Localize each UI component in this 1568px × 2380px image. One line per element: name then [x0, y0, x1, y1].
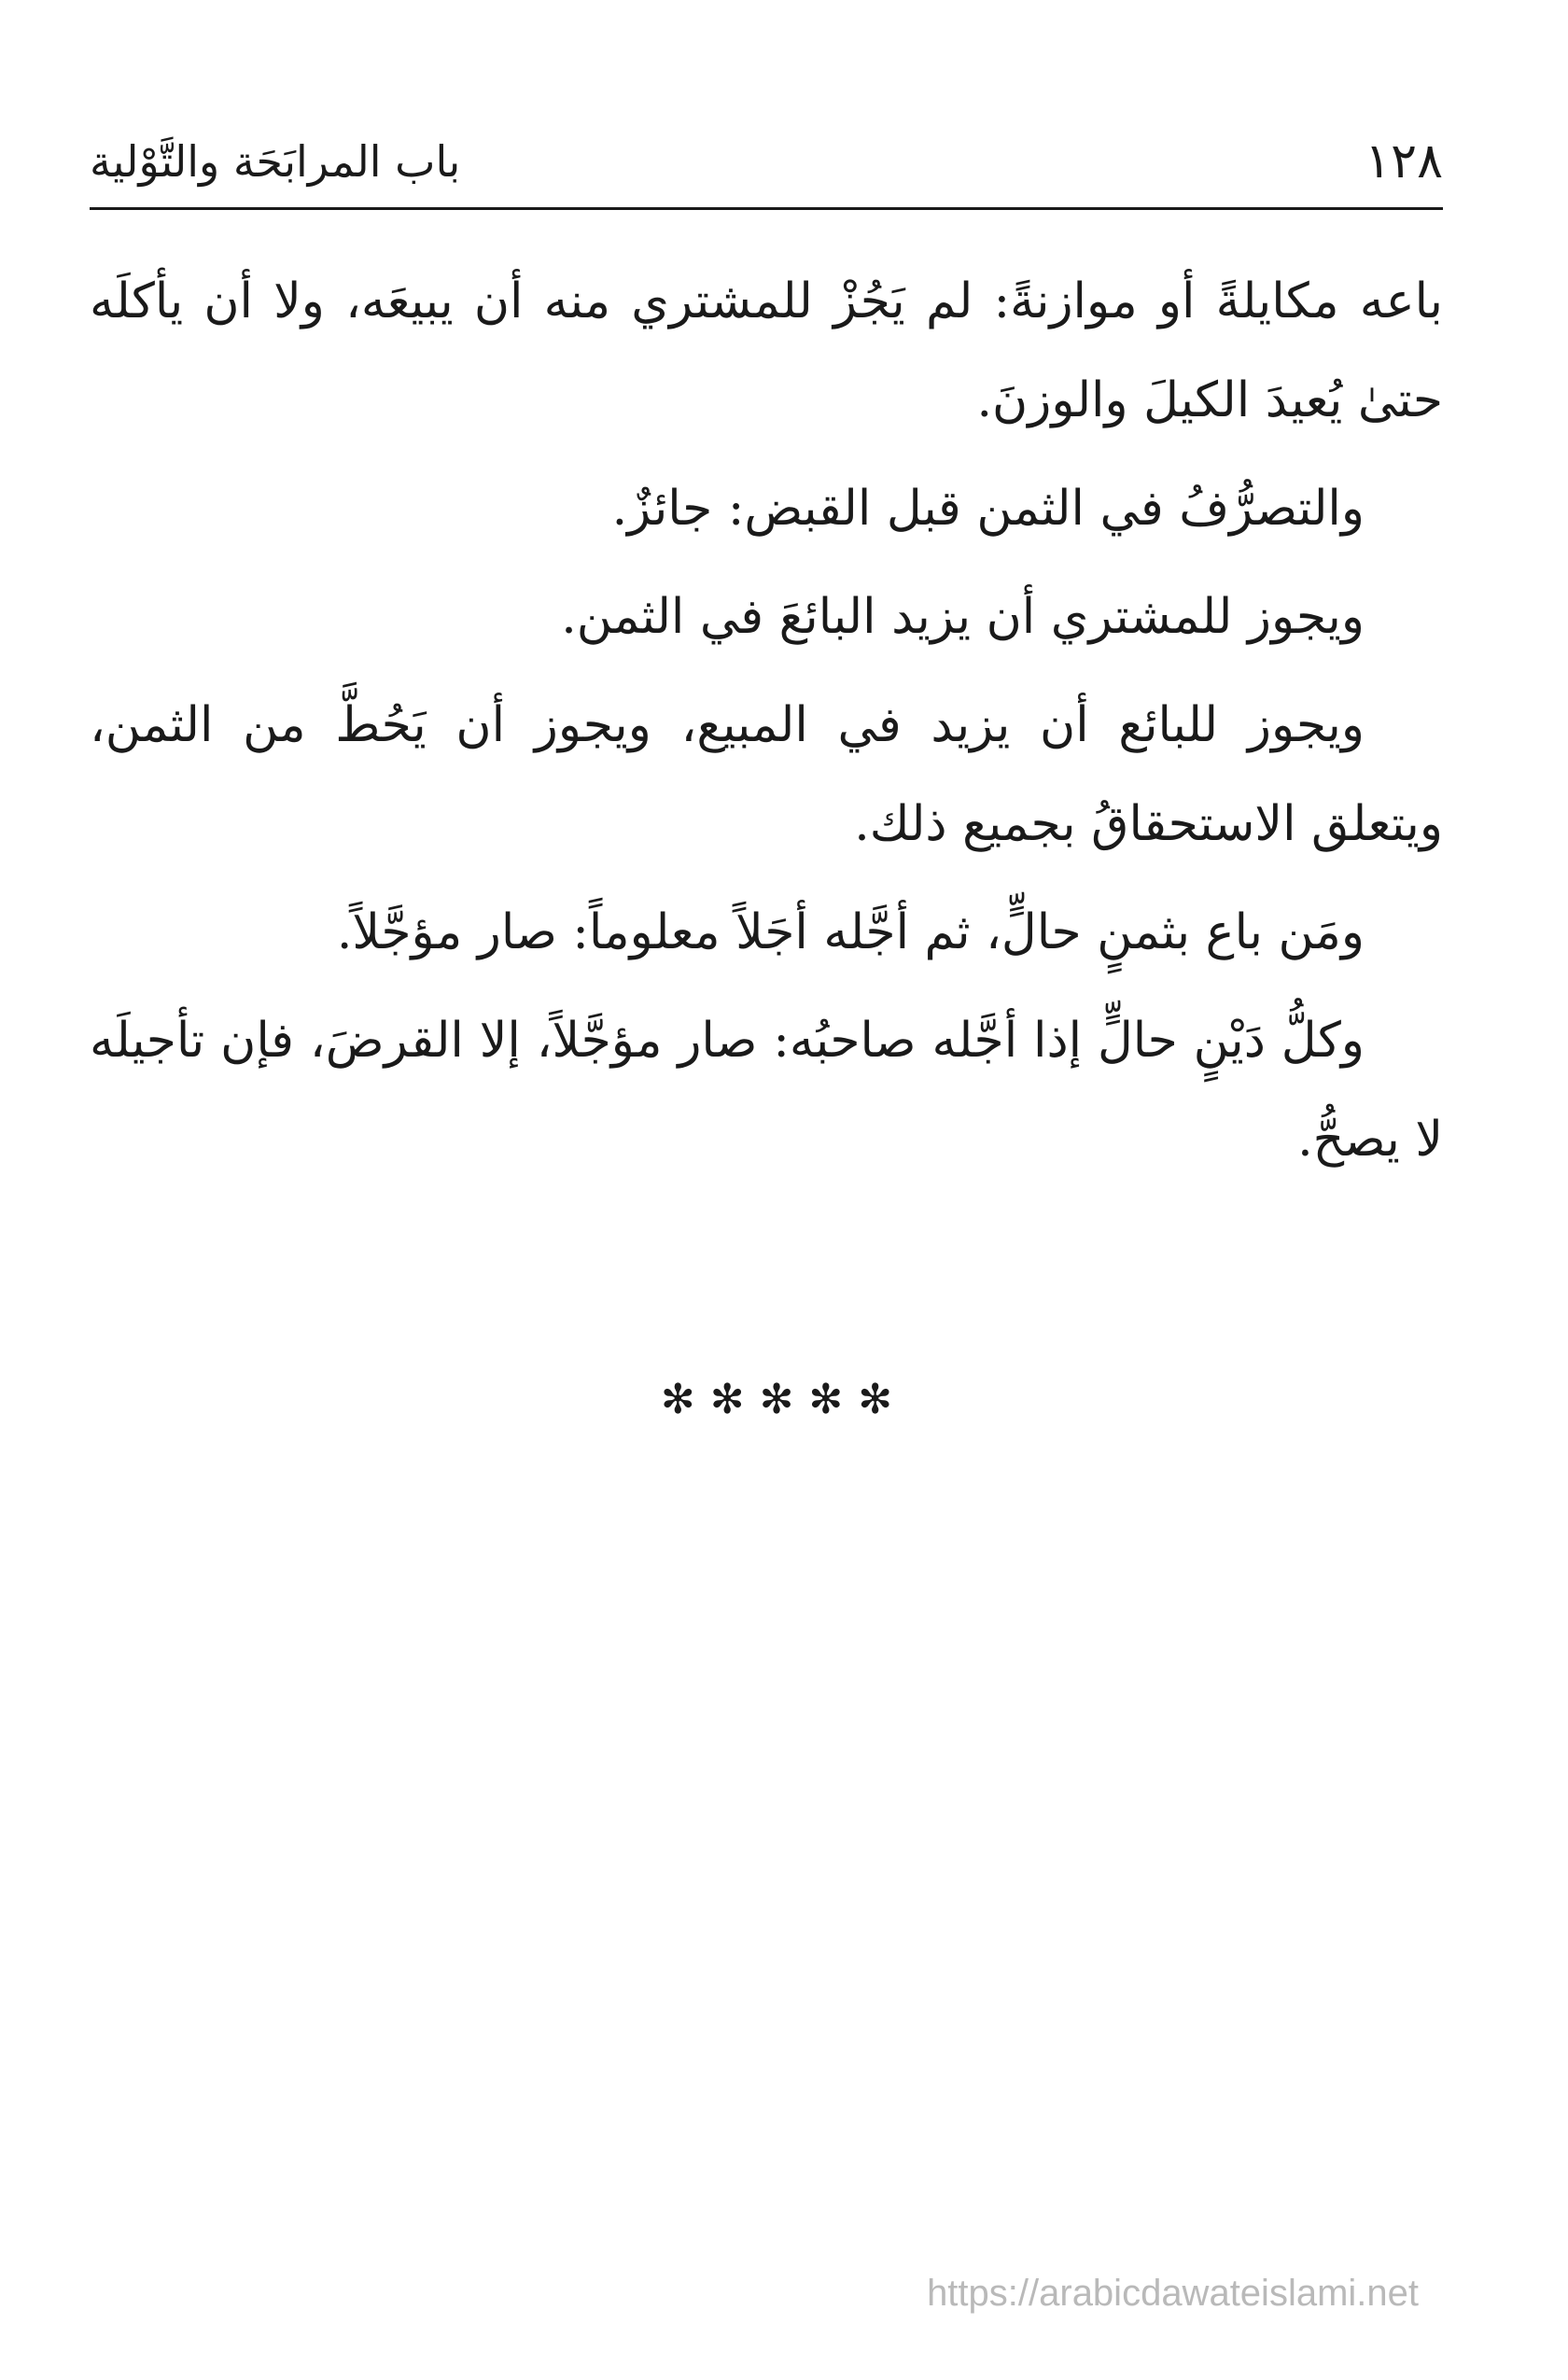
- paragraph-2: والتصرُّفُ في الثمن قبل القبض: جائزٌ.: [611, 481, 1365, 537]
- paragraph-1: باعه مكايلةً أو موازنةً: لم يَجُزْ للمشتري منه أن يبيعَه، ولا أن يأكلَه حتىٰ يُعيدَ الكيلَ والوزنَ.: [90, 273, 1443, 428]
- header-rule: [90, 207, 1443, 210]
- page-number: ١٢٨: [1365, 133, 1443, 189]
- running-title: باب المرابَحَة والتَّوْلية: [90, 136, 461, 187]
- body-text: [90, 252, 1443, 1198]
- watermark-url: https://arabicdawateislami.net: [927, 2273, 1419, 2314]
- paragraph-4: ويجوز للبائع أن يزيد في المبيع، ويجوز أن يَحُطَّ من الثمن، ويتعلق الاستحقاقُ بجميع ذلك.: [90, 697, 1443, 852]
- section-separator: ✻✻✻✻✻: [660, 1376, 908, 1423]
- page-header: [90, 121, 1443, 205]
- paragraph-5: ومَن باع بثمنٍ حالٍّ، ثم أجَّله أجَلاً معلوماً: صار مؤجَّلاً.: [336, 904, 1365, 960]
- paragraph-6: وكلُّ دَيْنٍ حالٍّ إذا أجَّله صاحبُه: صار مؤجَّلاً، إلا القرضَ، فإن تأجيلَه لا يصحُّ.: [90, 1013, 1443, 1168]
- paragraph-3: ويجوز للمشتري أن يزيد البائعَ في الثمن.: [561, 589, 1365, 645]
